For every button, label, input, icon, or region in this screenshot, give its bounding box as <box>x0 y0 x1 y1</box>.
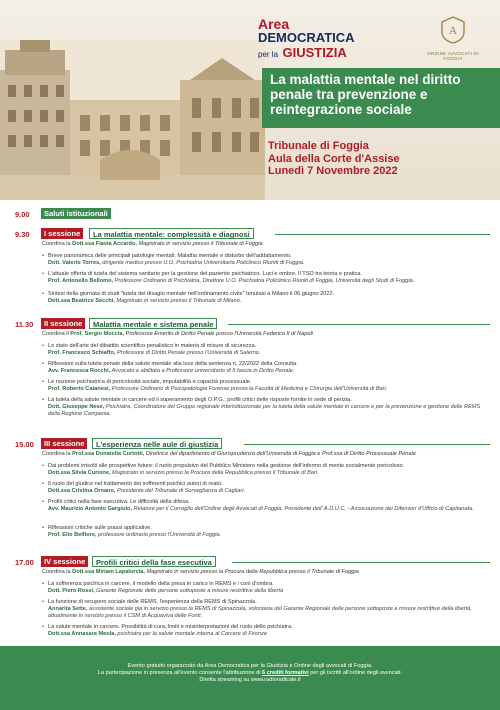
speaker-role: professore ordinario presso l'Università di Foggia. <box>96 532 221 538</box>
credits-prefix: La partecipazione in presenza all'evento consente l'attribuzione di <box>97 670 263 676</box>
item-text: La tutela della salute mentale in carcere ed il superamento degli O.P.G.: profili critici delle risposte fornite in sede di perizia. <box>48 397 352 403</box>
logo-area-democratica <box>258 16 388 60</box>
item-text: Riflessioni sulla tutela penale della salute mentale alla luce della sentenza n. 22/2022 della Consulta. <box>48 361 298 367</box>
list-item <box>42 253 492 267</box>
speaker-name: Dott. Valerio Torres, <box>48 260 101 266</box>
list-item <box>42 463 492 477</box>
speaker-name: Avv. Francesca Rocchi, <box>48 368 111 374</box>
credits-suffix: per gli iscritti all'ordine degli avvocati. <box>308 670 403 676</box>
list-item <box>42 397 492 418</box>
event-date: Lunedì 7 Novembre 2022 <box>268 165 398 177</box>
page-title: La malattia mentale nel diritto penale tra prevenzione e reintegrazione sociale <box>270 72 461 117</box>
speaker-name: Dott.ssa Annasara Meola, <box>48 631 116 637</box>
speaker-role: Avvocato e abilitata a Professore universitario di II fascia in Diritto Penale. <box>110 368 295 374</box>
credits-count: 6 crediti formativi <box>262 670 309 676</box>
coord-name: Prof.ssa Donatella Curtotti, <box>72 451 145 457</box>
time-saluti: 9.00 <box>15 210 30 219</box>
speaker-role: Professore Ordinario di Psicopatologia Forense presso la Facoltà di Medicina e Chirurgia dell'Università di Bari. <box>110 386 388 392</box>
ordine-crest-icon <box>440 16 466 44</box>
speaker-role: dirigente medico presso U.O. Psichiatria Universitaria Policlinico Riuniti di Foggia. <box>100 260 305 266</box>
speaker-role: Relatore per il Consiglio dell'Ordine degli Avvocati di Foggia, Presidente dell' A.D.U.C. - Associazione dei Difensori d'Ufficio di Capitanata. <box>132 506 474 512</box>
coord-prefix: Coordina il <box>42 331 71 337</box>
time-s1: 9.30 <box>15 230 30 239</box>
speaker-role: Magistrato in servizio presso la Procura della Repubblica presso il Tribunale di Bari. <box>110 470 319 476</box>
list-item <box>42 291 492 305</box>
divider <box>228 324 490 325</box>
speaker-role: Garante Regionale delle persone sottoposte a misure restrittive della libertà <box>94 588 284 594</box>
logo-ordine-avvocati <box>418 16 488 61</box>
list-item <box>42 581 492 595</box>
city-illustration <box>0 40 265 200</box>
coord-prefix: Coordina la <box>42 241 73 247</box>
speaker-name: Prof. Antonello Bellomo, <box>48 278 114 284</box>
session-tag-2: II sessione <box>41 318 85 329</box>
divider <box>244 444 490 445</box>
time-s3: 15.00 <box>15 440 34 449</box>
event-venue <box>268 140 493 178</box>
item-text: Dai problemi irrisolti alle prospettive future: il ruolo propulsivo del Pubblico Ministero nella gestione dell'infermo di mente socialmente pericoloso. <box>48 463 405 469</box>
speaker-name: Prof. Roberto Catanesi, <box>48 386 111 392</box>
venue-name: Tribunale di Foggia <box>268 140 369 152</box>
coordinator-4 <box>42 569 492 576</box>
item-text: La funzione di recupero sociale delle REMS, l'esperienza della REMS di Spinazzola. <box>48 599 257 605</box>
speaker-name: Dott.ssa Cristina Ornano, <box>48 488 116 494</box>
list-item <box>42 624 492 638</box>
speaker-role: Presidente del Tribunale di Sorveglianza di Cagliari. <box>115 488 246 494</box>
session-title-3: L'esperienza nelle aule di giustizia <box>92 438 222 449</box>
list-item <box>42 499 492 513</box>
coord-role: Magistrato in servizio presso il Tribunale di Foggia <box>136 241 263 247</box>
footer-organizer: Evento gratuito organizzato da Area Democratica per la Giustizia e Ordine degli avvocati di Foggia. <box>127 663 373 669</box>
session-title-1: La malattia mentale: complessità e diagnosi <box>89 228 254 239</box>
svg-text:A: A <box>449 26 457 37</box>
speaker-name: Dott.ssa Beatrice Secchi, <box>48 298 115 304</box>
header-hero <box>0 0 500 200</box>
item-text: Lo stato dell'arte del dibattito scientifico penalistico in materia di misure di sicurezza. <box>48 343 257 349</box>
speaker-role: Professore di Diritto Penale presso l'Università di Salerno. <box>115 350 261 356</box>
ordine-label: ORDINE AVVOCATI DI FOGGIA <box>427 51 479 61</box>
coordinator-1 <box>42 241 492 248</box>
list-item <box>42 271 492 285</box>
coord-name: Dott.ssa Miriam Lapalorcia, <box>72 569 145 575</box>
item-text: La salute mentale in carcere. Possibilità di cura, limiti e misinterpretazioni del ruolo dello psichiatra. <box>48 624 293 630</box>
divider <box>275 234 490 235</box>
list-item <box>42 481 492 495</box>
speaker-name: Dott. Giuseppe Nese, <box>48 404 105 410</box>
item-text: Profili critici nella fase esecutiva. Le difficoltà della difesa. <box>48 499 190 505</box>
session-tag-3: III sessione <box>41 438 87 449</box>
coord-role: Professore Emerito di Diritto Penale presso l'Università Federico II di Napoli <box>124 331 313 337</box>
venue-room: Aula della Corte d'Assise <box>268 152 400 165</box>
time-s4: 17.00 <box>15 558 34 567</box>
item-text: Il ruolo del giudice nel trattamento dei sofferenti psichici autori di reato. <box>48 481 223 487</box>
item-text: Sintesi della giornata di studi "tutela del disagio mentale nell'ordinamento civile" tenutasi a Milano il 06 giugno 2022. <box>48 291 335 297</box>
coord-name: Dott.ssa Flavia Accardo, <box>72 241 137 247</box>
coordinator-3 <box>42 451 492 458</box>
list-item <box>42 599 492 620</box>
list-item <box>42 525 492 539</box>
session-tag-1: I sessione <box>41 228 83 239</box>
speaker-name: Dott. Piero Rossi, <box>48 588 95 594</box>
speaker-name: Avv. Maurizio Antonio Gargiulo, <box>48 506 133 512</box>
coordinator-2 <box>42 331 492 338</box>
coord-name: Prof. Sergio Moccia, <box>70 331 125 337</box>
time-s2: 11.30 <box>15 320 34 329</box>
session-title-4: Profili critici della fase esecutiva <box>92 556 216 567</box>
speaker-role: assistente sociale già in servizio presso la REMS di Spinazzola, volontaria del Garante Regionale delle persone sottoposte a misure restrittive della libertà, attualmente in servizio presso il CSM di Acquaviva delle Fonti. <box>48 606 472 619</box>
list-item <box>42 361 492 375</box>
speaker-role: Psichiatra, Coordinatore del Gruppo regionale interistituzionale per la tutela della salute mentale in carcere e per la prevenzione e gestione delle REMS della Regione Campania. <box>48 404 481 417</box>
speaker-role: Magistrato in servizio presso il Tribunale di Milano. <box>114 298 242 304</box>
speaker-role: Professore Ordinario di Psichiatria, Direttore U.O. Psichiatria Policlinico Riuniti di Foggia, Università degli Studi di Foggia. <box>113 278 415 284</box>
speaker-role: psichiatra per la salute mentale interna al Carcere di Firenze <box>115 631 267 637</box>
item-text: La sofferenza psichica in carcere, il modello della presa in carico in REMS e i coni d'ombra. <box>48 581 274 587</box>
item-text: Breve panoramica delle principali patologie mentali; Malattia mentale e disturbo dell'addattamento. <box>48 253 292 259</box>
coord-role: Direttrice del dipartimento di Giurisprudenza dell'Università di Foggia e Prof.ssa di Diritto Processuale Penale <box>144 451 416 457</box>
list-item <box>42 379 492 393</box>
list-item <box>42 343 492 357</box>
saluti-label: Saluti istituzionali <box>41 208 111 219</box>
speaker-name: Prof. Francesco Schiaffo, <box>48 350 116 356</box>
coord-role: Magistrato in servizio presso la Procura della Repubblica presso il Tribunale di Foggia <box>144 569 359 575</box>
divider <box>232 562 490 563</box>
coord-prefix: Coordina la <box>42 569 73 575</box>
footer-credits <box>0 670 500 677</box>
session-title-2: Malattia mentale e sistema penale <box>89 318 217 329</box>
item-text: L'attuale offerta di tutela del sistema sanitario per la gestione del paziente psichiatrico. Luci e ombre. Il TSO tra teoria e pratica. <box>48 271 362 277</box>
speaker-name: Prof. Elio Belfiore, <box>48 532 97 538</box>
title-banner <box>262 68 500 128</box>
coord-prefix: Coordina la <box>42 451 73 457</box>
logo-text-giustizia: GIUSTIZIA <box>282 45 347 60</box>
speaker-name: Annarita Sette, <box>48 606 88 612</box>
item-text: Le nozione psichiatrica di pericolosità sociale, imputabilità e capacità processuale. <box>48 379 252 385</box>
footer <box>0 646 500 710</box>
logo-text-democratica: DEMOCRATICA <box>258 30 355 45</box>
session-tag-4: IV sessione <box>41 556 88 567</box>
footer-streaming: Diretta streaming su www.radioradicale.it <box>199 677 301 683</box>
logo-text-per: per la <box>258 50 279 59</box>
logo-text-area: Area <box>258 16 290 32</box>
item-text: Riflessioni critiche sulle prassi applicative. <box>48 525 152 531</box>
speaker-name: Dott.ssa Silvia Curione, <box>48 470 111 476</box>
